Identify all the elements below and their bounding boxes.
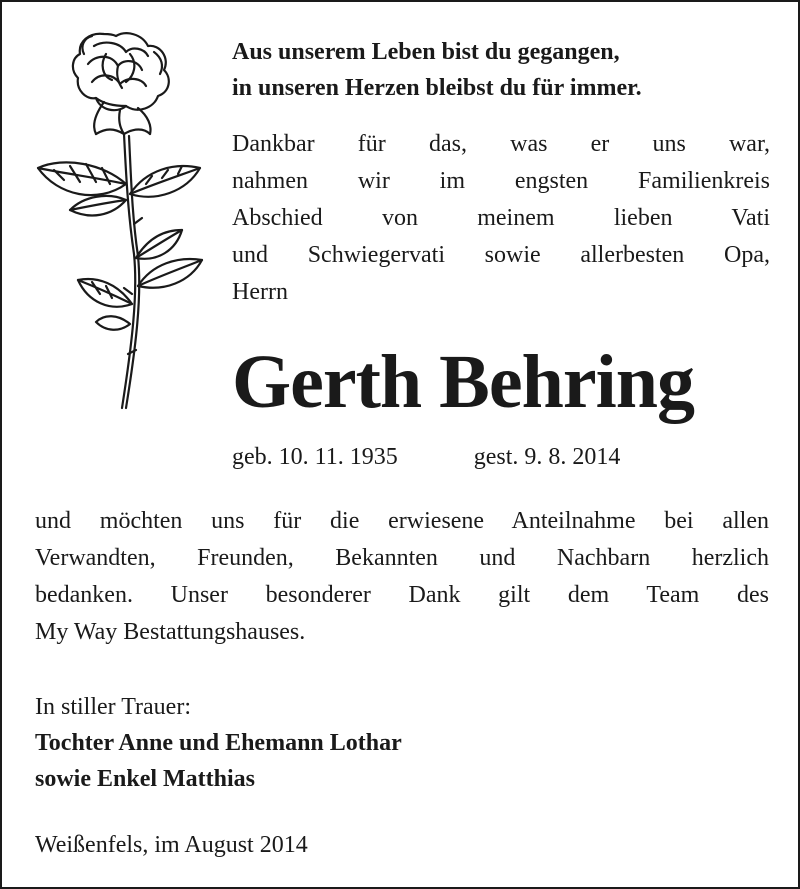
intro-line-3: Abschied von meinem lieben Vati	[232, 205, 770, 231]
motto	[232, 34, 772, 106]
mourner-line-1: Tochter Anne und Ehemann Lothar	[35, 730, 402, 756]
birth-date: geb. 10. 11. 1935	[232, 444, 398, 470]
intro-line-2: nahmen wir im engsten Familienkreis	[232, 168, 770, 194]
intro-line-5: Herrn	[232, 279, 288, 305]
mourning-intro: In stiller Trauer:	[35, 694, 191, 720]
intro-line-1: Dankbar für das, was er uns war,	[232, 131, 770, 157]
intro-line-4: und Schwiegervati sowie allerbesten Opa,	[232, 242, 770, 268]
rose-illustration	[34, 24, 204, 412]
thanks-text	[35, 503, 769, 651]
thanks-line-2: Verwandten, Freunden, Bekannten und Nachbarn herzlich	[35, 545, 769, 571]
thanks-line-1: und möchten uns für die erwiesene Anteilnahme bei allen	[35, 508, 769, 534]
motto-line-2: in unseren Herzen bleibst du für immer.	[232, 75, 642, 101]
mourner-line-2: sowie Enkel Matthias	[35, 766, 256, 792]
place-and-date: Weißenfels, im August 2014	[35, 832, 308, 858]
thanks-line-3: bedanken. Unser besonderer Dank gilt dem Team des	[35, 582, 769, 608]
mourners	[35, 689, 402, 797]
life-dates	[232, 440, 620, 474]
deceased-name: Gerth Behring	[232, 340, 694, 424]
motto-line-1: Aus unserem Leben bist du gegangen,	[232, 39, 620, 65]
death-date: gest. 9. 8. 2014	[473, 444, 621, 470]
thanks-line-4: My Way Bestattungshauses.	[35, 619, 306, 645]
intro-text	[232, 126, 770, 311]
